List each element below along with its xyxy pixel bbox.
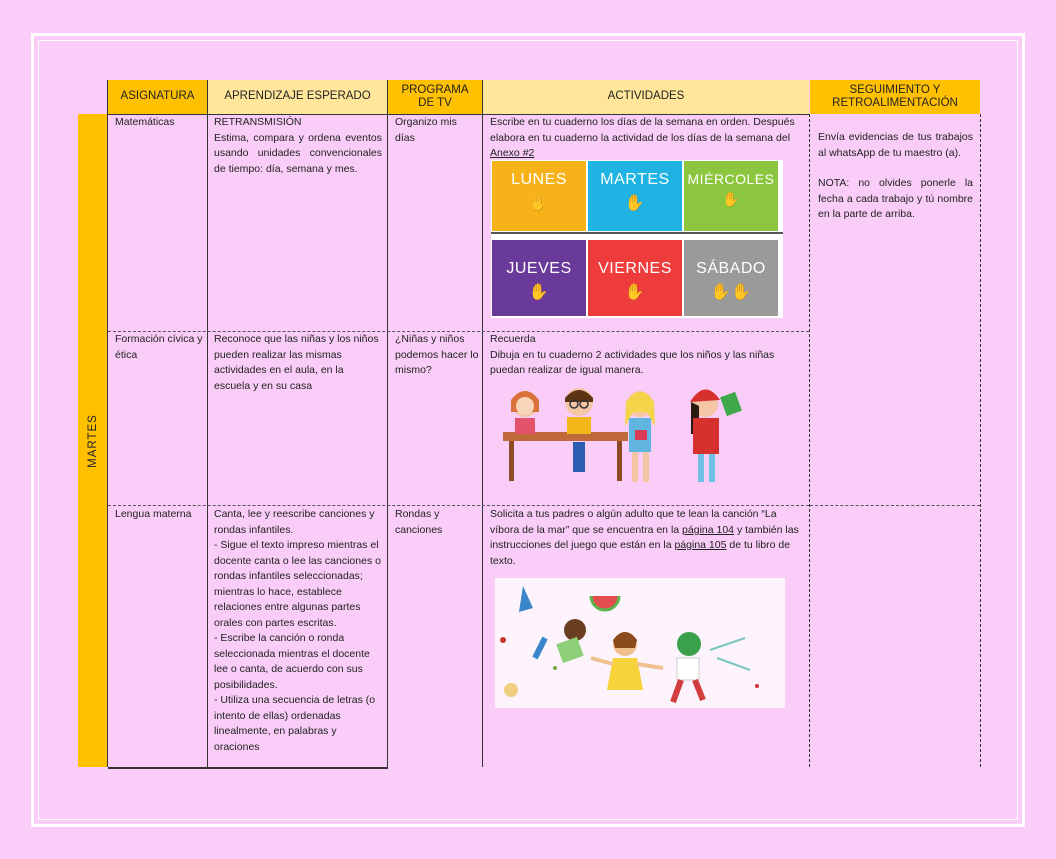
program-lengua: Rondas y canciones: [395, 508, 443, 536]
subject-lengua: Lengua materna: [115, 508, 192, 520]
child-legs: [632, 452, 638, 482]
child-legs: [709, 454, 715, 482]
spacer: [818, 161, 973, 176]
header-actividades-text: ACTIVIDADES: [607, 90, 685, 103]
book: [720, 392, 742, 416]
desk-leg: [509, 441, 514, 481]
fruit-icon: [504, 683, 518, 697]
child-face: [516, 397, 534, 415]
day-card-label: JUEVES: [506, 260, 572, 277]
day-label: MARTES: [86, 413, 99, 468]
learning-text: Estima, compara y ordena eventos usando unidades convencionales de tiempo: día, semana y mes.: [214, 131, 382, 175]
grid-line: [387, 80, 388, 767]
confetti: [755, 684, 759, 688]
day-card: [684, 240, 778, 316]
day-card: [492, 161, 586, 231]
confetti: [500, 637, 506, 643]
header-actividades: [483, 80, 809, 114]
book: [635, 430, 647, 440]
day-card: [684, 161, 778, 231]
day-card-label: VIERNES: [598, 260, 672, 277]
grid-line: [809, 114, 810, 767]
learning-matematicas: [214, 115, 382, 177]
activity-text: Solicita a tus padres o algún adulto que te lean la canción “La víbora de la mar” que se encuentra en la: [490, 508, 777, 536]
grid-line: [980, 114, 981, 767]
header-aprendizaje-text: APRENDIZAJE ESPERADO: [224, 90, 371, 103]
header-seguimiento: [810, 80, 980, 114]
divider-bar: [491, 232, 783, 238]
activity-text: y también las instrucciones del juego que están en la: [490, 523, 799, 551]
children-illustration: [495, 382, 760, 490]
activity-matematicas: [490, 115, 798, 162]
subject-matematicas: Matemáticas: [115, 116, 175, 128]
activity-text: Escribe en tu cuaderno los días de la semana en orden. Después elabora en tu cuaderno la actividad de los días de la semana del: [490, 116, 795, 144]
activity-text: Dibuja en tu cuaderno 2 actividades que los niños y las niñas puedan realizar de igual manera.: [490, 348, 775, 376]
grid-line: [107, 80, 108, 767]
anexo-link[interactable]: Anexo #2: [490, 147, 535, 159]
child-body: [515, 418, 535, 434]
activity-text: de tu libro de texto.: [490, 539, 791, 567]
followup: [818, 130, 973, 223]
hat: [690, 389, 720, 402]
grid-line: [482, 80, 483, 767]
hand-icon: ✋: [624, 195, 646, 212]
program-matematicas: Organizo mis días: [395, 116, 457, 144]
day-card-label: SÁBADO: [696, 260, 766, 277]
header-programa: [388, 80, 482, 114]
hand-icon: ✋: [624, 284, 646, 301]
child-body: [677, 658, 699, 680]
row-divider: [810, 505, 980, 506]
activity-lengua: [490, 507, 802, 569]
header-aprendizaje: [208, 80, 387, 114]
header-programa-line1: PROGRAMA: [401, 83, 469, 96]
child-legs: [698, 454, 704, 482]
row-divider: [108, 505, 809, 506]
subject-civica: Formación cívica y ética: [115, 333, 203, 361]
day-card-label: MIÉRCOLES: [687, 171, 775, 187]
hand-icon: ✋✋: [710, 284, 752, 301]
header-seguimiento-line2: RETROALIMENTACIÓN: [832, 97, 958, 109]
day-card: [492, 240, 586, 316]
child-body: [567, 417, 591, 434]
followup-note: NOTA: no olvides ponerle la fecha a cada trabajo y tú nombre en la parte de arriba.: [818, 177, 973, 220]
day-column: [78, 114, 107, 767]
header-seguimiento-line1: SEGUIMIENTO Y: [849, 83, 941, 96]
page-104-link[interactable]: página 104: [682, 523, 735, 536]
desk-leg: [617, 441, 622, 481]
learning-civica: Reconoce que las niñas y los niños pueden realizar las mismas actividades en el aula, en la escuela y en su casa: [214, 333, 379, 392]
child-legs: [643, 452, 649, 482]
dancing-children-illustration: [495, 578, 785, 708]
weekdays-image: [491, 160, 783, 318]
mask-head: [677, 632, 701, 656]
day-card-label: MARTES: [600, 171, 670, 188]
learning-lengua: Canta, lee y reescribe canciones y rondas infantiles. - Sigue el texto impreso mientras el docente canta o lee las canciones o rondas infantiles seleccionadas; mientras lo hace, establece relaciones entre algunas partes orales con partes escritas. - Escribe la canción o ronda seleccionada mientras el docente lee o canta, de acuerdo con sus posibilidades. - Utiliza una secuencia de letras (o intento de ellas) ordenadas linealmente, en palabras y oraciones: [214, 508, 381, 753]
hand-icon: ✋: [528, 195, 550, 212]
grid-line: [207, 80, 208, 767]
header-asignatura: [108, 80, 207, 114]
activity-civica: [490, 332, 800, 379]
day-card-label: LUNES: [511, 171, 567, 188]
activity-title: Recuerda: [490, 333, 536, 345]
child-legs: [573, 442, 585, 472]
header-asignatura-text: ASIGNATURA: [120, 90, 195, 103]
hand-icon: ✋: [528, 284, 550, 301]
day-card: [588, 240, 682, 316]
day-card: [588, 161, 682, 231]
child-hair: [565, 390, 593, 402]
learning-title: RETRANSMISIÓN: [214, 116, 302, 128]
followup-text: Envía evidencias de tus trabajos al whatsApp de tu maestro (a).: [818, 131, 973, 159]
confetti: [553, 666, 557, 670]
hand-icon: ✋: [722, 191, 740, 207]
header-programa-line2: DE TV: [418, 97, 452, 109]
program-civica: ¿Niñas y niños podemos hacer lo mismo?: [395, 333, 479, 376]
page-105-link[interactable]: página 105: [674, 539, 727, 551]
grid-line: [108, 767, 388, 769]
child-body: [693, 418, 719, 454]
